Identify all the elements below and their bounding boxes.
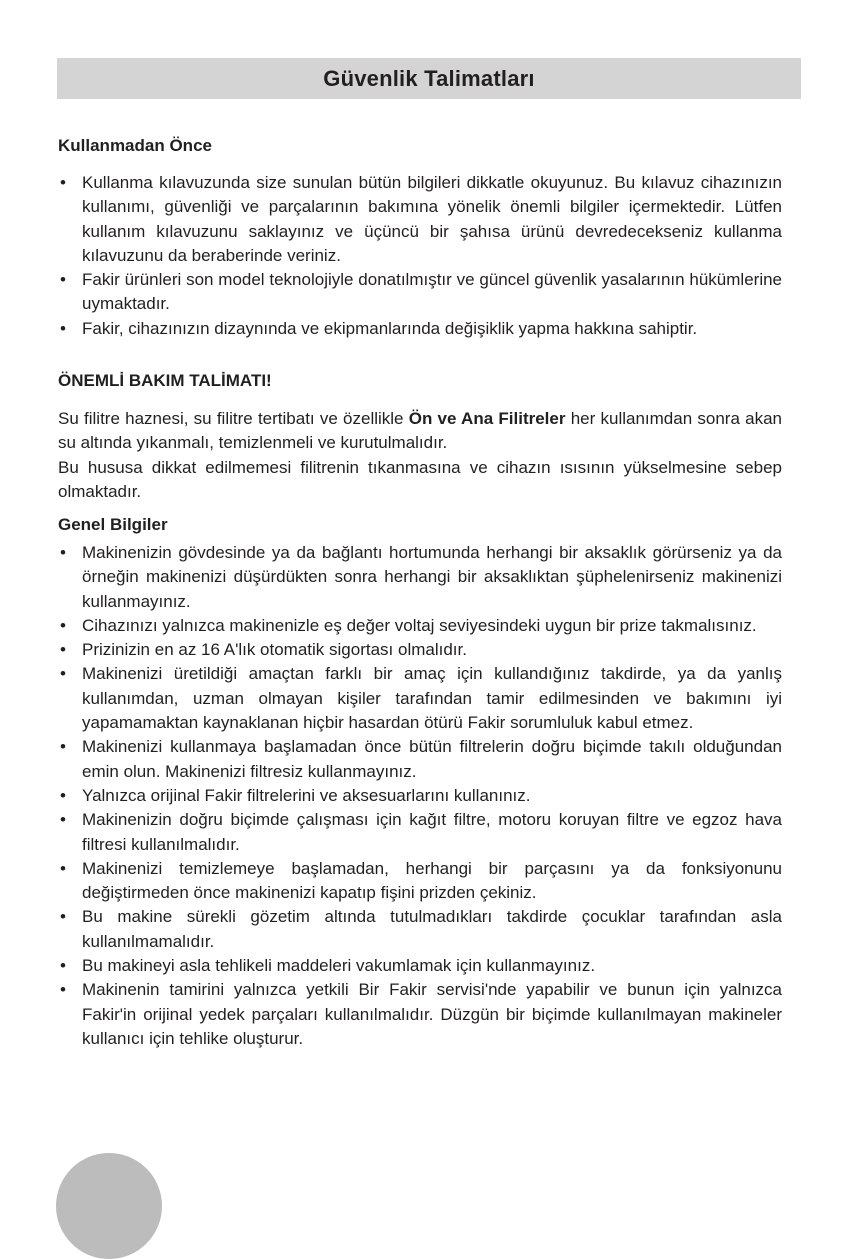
list-item: • Cihazınızı yalnızca makinenizle eş değer voltaj seviyesindeki uygun bir prize takmalısınız.: [58, 614, 782, 638]
title-bar: [57, 58, 801, 99]
page-corner-circle: [56, 1153, 162, 1259]
text: Su filitre haznesi, su filitre tertibatı ve özellikle: [58, 409, 409, 428]
list-item: • Makinenizi kullanmaya başlamadan önce bütün filtrelerin doğru biçimde takılı olduğundan emin olun. Makinenizi filtresiz kullanmayınız.: [58, 735, 782, 784]
paragraph: Bu hususa dikkat edilmemesi filitrenin tıkanmasına ve cihazın ısısının yükselmesine sebep olmaktadır.: [58, 457, 782, 501]
section-maintenance: [58, 369, 782, 504]
bullet-list: [58, 171, 782, 341]
list-item: • Fakir ürünleri son model teknolojiyle donatılmıştır ve güncel güvenlik yasalarının hükümlerine uymaktadır.: [58, 268, 782, 317]
list-item: • Kullanma kılavuzunda size sunulan bütün bilgileri dikkatle okuyunuz. Bu kılavuz cihazınızın kullanımı, güvenliği ve parçalarının bakımına yönelik önemli bilgiler içermektedir. Lütfen kullanım kılavuzunu saklayınız ve üçüncü bir şahısa ürünü devredecekseniz kullanma kılavuzunu da beraberinde veriniz.: [58, 171, 782, 268]
bold-text: Ön ve Ana Filitreler: [408, 409, 566, 428]
list-item: • Bu makineyi asla tehlikeli maddeleri vakumlamak için kullanmayınız.: [58, 954, 782, 978]
paragraph: [58, 407, 782, 456]
section-heading: Genel Bilgiler: [58, 515, 168, 534]
list-item: • Makinenin tamirini yalnızca yetkili Bir Fakir servisi'nde yapabilir ve bunun için yalnızca Fakir'in orijinal yedek parçaları kullanılmalıdır. Düzgün bir biçimde kullanılmayan makineler kullanıcı için tehlike oluşturur.: [58, 978, 782, 1051]
list-item: • Makinenizin gövdesinde ya da bağlantı hortumunda herhangi bir aksaklık görürseniz ya da örneğin makinenizi düşürdükten sonra herhangi bir aksaklıktan şüphelenirseniz makinenizi kullanmayınız.: [58, 541, 782, 614]
list-item: • Yalnızca orijinal Fakir filtrelerini ve aksesuarlarını kullanınız.: [58, 784, 782, 808]
list-item: • Fakir, cihazınızın dizaynında ve ekipmanlarında değişiklik yapma hakkına sahiptir.: [58, 317, 782, 341]
list-item: • Makinenizin doğru biçimde çalışması için kağıt filtre, motoru koruyan filtre ve egzoz hava filtresi kullanılmalıdır.: [58, 808, 782, 857]
bullet-list: [58, 541, 782, 1051]
list-item: • Prizinizin en az 16 A'lık otomatik sigortası olmalıdır.: [58, 638, 782, 662]
list-item: • Bu makine sürekli gözetim altında tutulmadıkları takdirde çocuklar tarafından asla kullanılmamalıdır.: [58, 905, 782, 954]
section-heading: Kullanmadan Önce: [58, 136, 212, 155]
page-title: Güvenlik Talimatları: [323, 65, 535, 91]
section-general-info: [58, 513, 782, 1051]
list-item: • Makinenizi temizlemeye başlamadan, herhangi bir parçasını ya da fonksiyonunu değiştirmeden önce makinenizi kapatıp fişini prizden çekiniz.: [58, 857, 782, 906]
section-heading: ÖNEMLİ BAKIM TALİMATI!: [58, 371, 272, 390]
section-before-use: [58, 134, 782, 341]
list-item: • Makinenizi üretildiği amaçtan farklı bir amaç için kullandığınız takdirde, ya da yanlış kullanımdan, uzman olmayan kişiler tarafından tamir edilmesinden ve bakımını iyi yapamamaktan kaynaklanan hiçbir hasardan ötürü Fakir sorumluluk kabul etmez.: [58, 662, 782, 735]
text: her kullanımdan sonra akan su altında yıkanmalı, temizlenmeli ve kurutulmalıdır.: [58, 409, 782, 453]
